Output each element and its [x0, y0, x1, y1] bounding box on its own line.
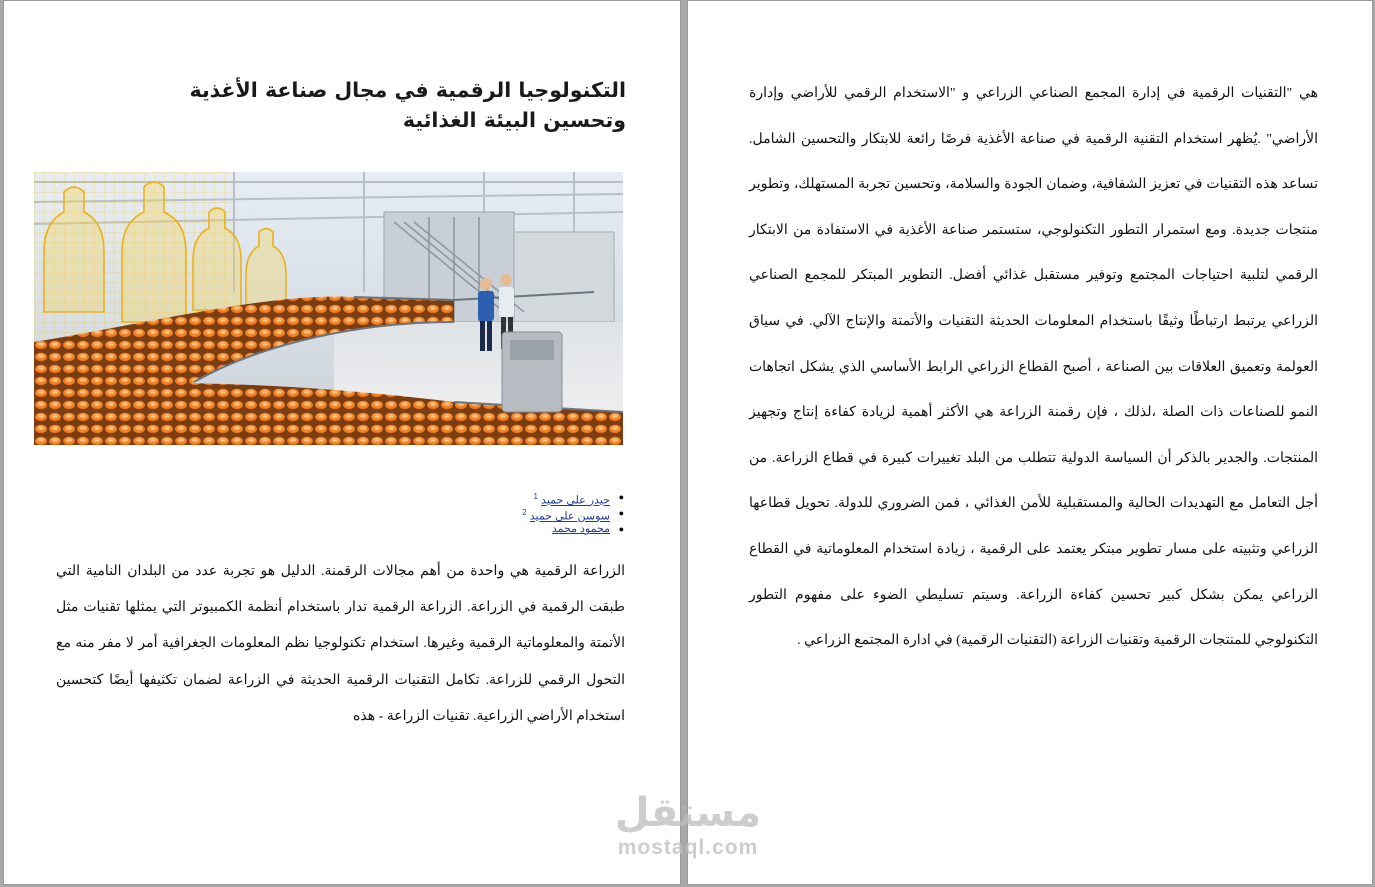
- watermark-logo-arabic: مستقل: [614, 790, 762, 836]
- author-item: [334, 505, 624, 523]
- author-item: [334, 489, 624, 507]
- author-link[interactable]: سوسن علي حميد: [529, 510, 610, 523]
- author-footnote-marker: 2: [522, 508, 527, 517]
- article-title: التكنولوجيا الرقمية في مجال صناعة الأغذية وتحسين البيئة الغذائية: [189, 78, 626, 132]
- bullet-icon: ●: [618, 492, 624, 502]
- article-intro-paragraph: الزراعة الرقمية هي واحدة من أهم مجالات الرقمنة. الدليل هو تجربة عدد من البلدان النامية التي طبقت الرقمية في الزراعة. الزراعة الرقمية تدار باستخدام أنظمة الكمبيوتر التي يمثلها تقنيات مثل الأتمتة والمعلوماتية الرقمية وغيرها. استخدام تكنولوجيا نظم المعلومات الجغرافية أمر لا مفر منه مع التحول الرقمي للزراعة. تكامل التقنيات الرقمية الحديثة في الزراعة لضمان تكثيفها أيضًا كتحسين استخدام الأراضي الزراعية. تقنيات الزراعة - هذه: [56, 564, 625, 724]
- document-page-right: [687, 0, 1373, 885]
- author-link[interactable]: محمود محمد: [551, 523, 610, 535]
- site-watermark: [603, 790, 773, 860]
- bullet-icon: ●: [618, 524, 624, 534]
- author-footnote-marker: 1: [533, 492, 538, 501]
- hero-image-factory-line: [34, 172, 623, 445]
- author-link[interactable]: حيدر علي حميد: [541, 494, 610, 507]
- watermark-domain: mostaql.com: [617, 836, 759, 859]
- author-item: [334, 521, 624, 537]
- document-page-left: [3, 0, 681, 885]
- bullet-icon: ●: [618, 508, 624, 518]
- article-body-paragraph: هي "التقنيات الرقمية في إدارة المجمع الصناعي الزراعي و "الاستخدام الرقمي للأراضي وإدارة الأراضي" .يُظهر استخدام التقنية الرقمية في صناعة الأغذية فرصًا رائعة للابتكار والتحسين الشامل. تساعد هذه التقنيات في تعزيز الشفافية، وضمان الجودة والسلامة، وتحسين تجربة المستهلك، وتطوير منتجات جديدة. ومع استمرار التطور التكنولوجي، ستستمر صناعة الأغذية في الاستفادة من الابتكار الرقمي لتلبية احتياجات المجتمع وتوفير مستقبل غذائي أفضل. التطوير المبتكر للمجمع الصناعي الزراعي يرتبط ارتباطًا وثيقًا باستخدام المعلومات الحديثة التقنيات والأتمتة والإنتاج الآلي. في سياق العولمة وتعميق العلاقات بين الصناعة ، أصبح القطاع الزراعي الرابط الأساسي الذي يشكل اتجاهات النمو للصناعات ذات الصلة ،لذلك ، فإن رقمنة الزراعة هي الأكثر أهمية لزيادة كفاءة إنتاج وتجهيز المنتجات. والجدير بالذكر أن السياسة الدولية تتطلب من البلد تغييرات كبيرة في قطاع الزراعة. من أجل التعامل مع التهديدات الحالية والمستقبلية للأمن الغذائي ، فمن الضروري للدولة. تحويل قطاعها الزراعي وتثبيته على مسار تطوير مبتكر يعتمد على الرقمية ، زيادة استخدام المعلوماتية في القطاع الزراعي يمكن بشكل كبير تحسين كفاءة الزراعة. وسيتم تسليطي الضوء على مفهوم التطور التكنولوجي للمنتجات الرقمية وتقنيات الزراعة (التقنيات الرقمية) في ادارة المجتمع الزراعي .: [749, 86, 1318, 649]
- author-list: [334, 489, 624, 537]
